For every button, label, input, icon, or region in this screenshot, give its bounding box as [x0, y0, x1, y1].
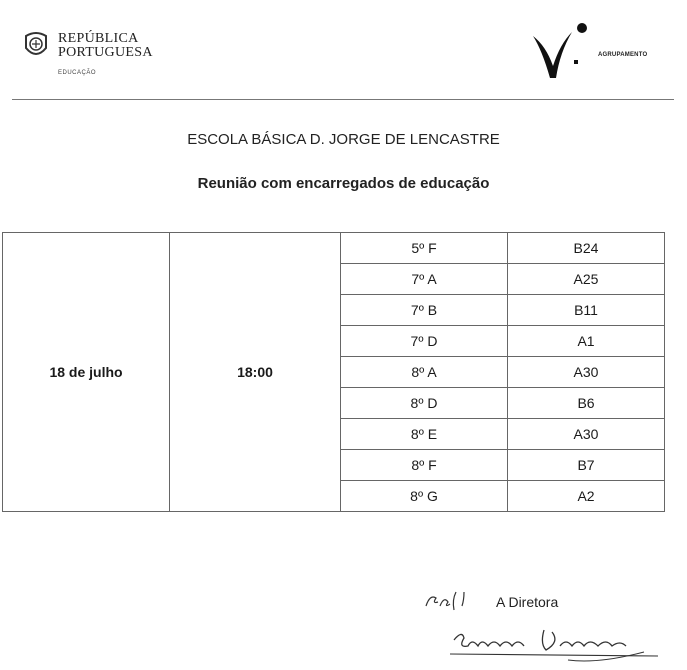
republica-portuguesa-logo-text — [58, 32, 153, 60]
room-name: A2 — [508, 481, 665, 512]
class-name: 7º D — [341, 326, 508, 357]
agrupamento-label: AGRUPAMENTO — [598, 52, 648, 58]
room-name: B24 — [508, 233, 665, 264]
ministry-label: EDUCAÇÃO — [58, 70, 97, 76]
schedule-row — [3, 233, 665, 264]
meeting-title: Reunião com encarregados de educação — [197, 175, 490, 192]
meeting-time: 18:00 — [170, 233, 341, 512]
signatory-label: A Diretora — [496, 594, 559, 610]
class-name: 8º G — [341, 481, 508, 512]
room-name: B11 — [508, 295, 665, 326]
republic-line2: PORTUGUESA — [58, 45, 153, 60]
room-name: A30 — [508, 419, 665, 450]
class-name: 7º A — [341, 264, 508, 295]
meeting-date: 18 de julho — [3, 233, 170, 512]
pp-handwritten-mark-icon — [424, 586, 494, 614]
class-name: 8º A — [341, 357, 508, 388]
class-name: 8º F — [341, 450, 508, 481]
schedule-table — [2, 232, 665, 512]
room-name: B6 — [508, 388, 665, 419]
page-header — [0, 0, 687, 100]
school-name: ESCOLA BÁSICA D. JORGE DE LENCASTRE — [187, 131, 500, 148]
republica-portuguesa-emblem-icon — [22, 30, 50, 60]
room-name: A30 — [508, 357, 665, 388]
room-name: B7 — [508, 450, 665, 481]
class-name: 7º B — [341, 295, 508, 326]
class-name: 8º E — [341, 419, 508, 450]
handwritten-signature-icon — [448, 626, 668, 666]
class-name: 5º F — [341, 233, 508, 264]
agrupamento-logo-icon — [530, 22, 590, 84]
room-name: A1 — [508, 326, 665, 357]
republic-line1: REPÚBLICA — [58, 31, 139, 46]
header-divider — [12, 99, 674, 100]
class-name: 8º D — [341, 388, 508, 419]
room-name: A25 — [508, 264, 665, 295]
